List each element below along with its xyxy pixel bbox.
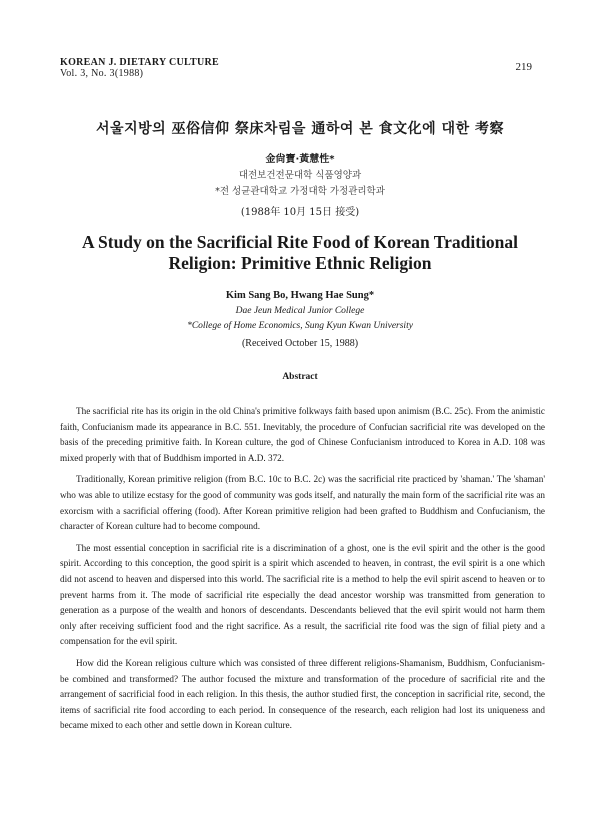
abstract-paragraph: The most essential conception in sacrificial rite is a discrimination of a ghost, one is the evil spirit and the other is the good spirit. According to this conception, the good spirit is a spirit which ascended to heaven, in contrast, the evil spirit is a one which did not ascend to heaven and dispersed into this world. The sacrificial rite is a method to help the evil spirit ascend to heaven or to prevent harms from it. The mode of sacrificial rite especially the dead ancestor worship was transmitted from generation to generation as a purpose of the wealth and honors of descendants. Descendants believed that the evil spirit would not harm them only after receiving sufficient food and the right sacrifice. As a result, the sacrificial rite food was the sign of filial piety and a compensation for the evil spirit. <box>60 542 545 647</box>
english-title-line-1: A Study on the Sacrificial Rite Food of Korean Traditional <box>81 232 519 252</box>
english-affiliation-2: *College of Home Economics, Sung Kyun Kwan University <box>187 321 413 331</box>
journal-volume: Vol. 3, No. 3(1988) <box>60 68 144 79</box>
korean-authors: 金尙寶·黃慧性* <box>265 154 335 165</box>
english-title <box>0 232 600 274</box>
abstract-paragraph: Traditionally, Korean primitive religion (from B.C. 10c to B.C. 2c) was the sacrificial rite practiced by 'shaman.' The 'shaman' who was able to utilize ecstasy for the good of community was gods itself, and naturally the main form of the sacrificial rite was an exorcism with a sacrificial offering (food). After Korean primitive religion had been grafted to Buddhism and Confucianism, the character of Korean culture had to become compound. <box>60 474 545 532</box>
english-affiliation-1: Dae Jeun Medical Junior College <box>235 306 365 316</box>
english-authors: Kim Sang Bo, Hwang Hae Sung* <box>225 290 375 301</box>
korean-affiliation-2: *전 성균관대학교 가정대학 가정관리학과 <box>215 186 385 197</box>
korean-received-date: (1988年 10月 15日 接受) <box>240 207 360 218</box>
english-received-date: (Received October 15, 1988) <box>241 338 359 349</box>
abstract-paragraph: How did the Korean religious culture which was consisted of three different religions-Shamanism, Buddhism, Confucianism-be combined and transformed? The author focused the mixture and transformation of the procedure of sacrificial rite and the arrangement of sacrificial food in each religion. In this thesis, the author studied first, the conception in sacrificial rite, second, the items of sacrificial rite food according to each period. In consequence of the research, each religion had lost its uniqueness and became mixed to each other and settle down in Korean culture. <box>60 657 545 731</box>
journal-header <box>60 57 219 79</box>
english-title-line-2: Religion: Primitive Ethnic Religion <box>168 253 432 273</box>
abstract-paragraph: The sacrificial rite has its origin in the old China's primitive folkways faith based upon animism (B.C. 25c). From the animistic faith, Confucianism made its appearance in B.C. 551. Inevitably, the procedure of Confucian sacrificial rite was developed on the basis of the preceding primitive faith. In Korean culture, the god of Chinese Confucianism introduced to Korea in A.D. 108 was mixed properly with that of Buddhism imported in A.D. 372. <box>60 406 545 463</box>
page-number: 219 <box>515 61 532 73</box>
journal-name: KOREAN J. DIETARY CULTURE <box>60 57 220 68</box>
korean-title: 서울지방의 巫俗信仰 祭床차림을 通하여 본 食文化에 대한 考察 <box>96 121 504 137</box>
abstract-body <box>60 404 545 740</box>
abstract-heading: Abstract <box>282 372 318 382</box>
korean-affiliation-1: 대전보건전문대학 식품영양과 <box>238 170 362 181</box>
